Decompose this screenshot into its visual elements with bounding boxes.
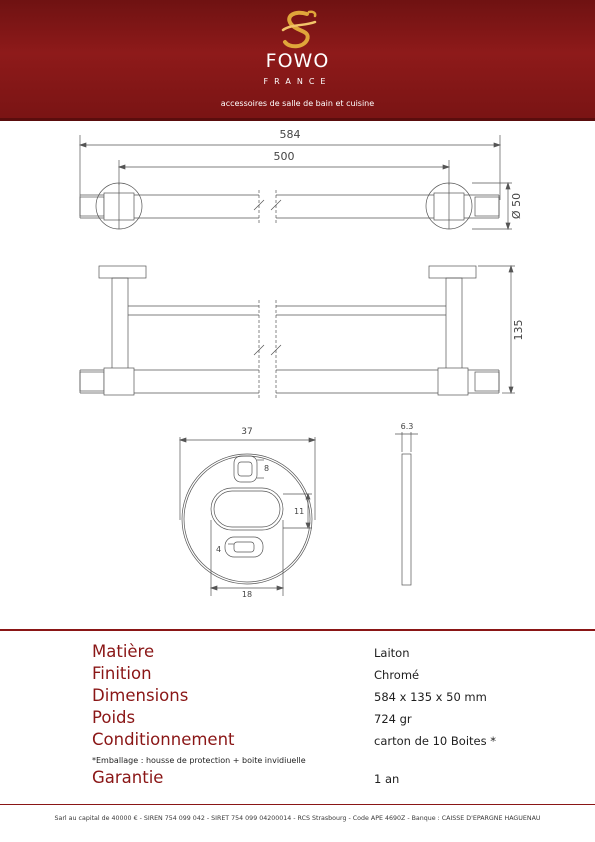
spec-label-dimensions: Dimensions	[92, 686, 189, 705]
dim-slot-bottom: 4	[216, 545, 222, 554]
side-view	[395, 432, 418, 585]
brand-tagline: accessoires de salle de bain et cuisine	[220, 99, 375, 108]
section-divider	[0, 629, 595, 631]
dim-overall-length: 584	[279, 128, 301, 141]
dim-plate-thickness: 6.3	[400, 422, 414, 431]
spec-label-packaging: Conditionnement	[92, 730, 235, 749]
dim-height: 135	[512, 319, 525, 341]
dim-slot-top: 8	[264, 464, 270, 473]
packaging-footnote: *Emballage : housse de protection + boite invidiuelle	[92, 756, 306, 765]
spec-value-packaging: carton de 10 Boites *	[374, 734, 497, 748]
top-view	[80, 135, 512, 229]
spec-label-weight: Poids	[92, 708, 136, 727]
spec-value-weight: 724 gr	[374, 712, 412, 726]
plate-detail	[180, 437, 315, 596]
dim-bar-length: 500	[273, 150, 295, 163]
spec-value-material: Laiton	[374, 646, 410, 660]
footer-divider	[0, 804, 595, 805]
dim-plate-width: 37	[241, 427, 253, 437]
brand-country: FRANCE	[263, 77, 332, 86]
dim-slot-span: 18	[241, 590, 253, 599]
spec-value-finish: Chromé	[374, 668, 420, 682]
spec-label-warranty: Garantie	[92, 768, 164, 787]
spec-label-material: Matière	[92, 642, 155, 661]
dim-slot-mid: 11	[294, 507, 305, 516]
dim-diameter: Ø 50	[510, 192, 523, 220]
spec-value-dimensions: 584 x 135 x 50 mm	[374, 690, 487, 704]
spec-label-finish: Finition	[92, 664, 152, 683]
brand-name: FOWO	[265, 50, 330, 72]
front-view	[80, 266, 515, 398]
company-footer: Sarl au capital de 40000 € - SIREN 754 099 042 - SIRET 754 099 04200014 - RCS Strasbourg - Code APE 4690Z - Banque : CAISSE D'EPARGNE HAGUENAU	[54, 815, 541, 822]
spec-value-warranty: 1 an	[374, 772, 400, 786]
